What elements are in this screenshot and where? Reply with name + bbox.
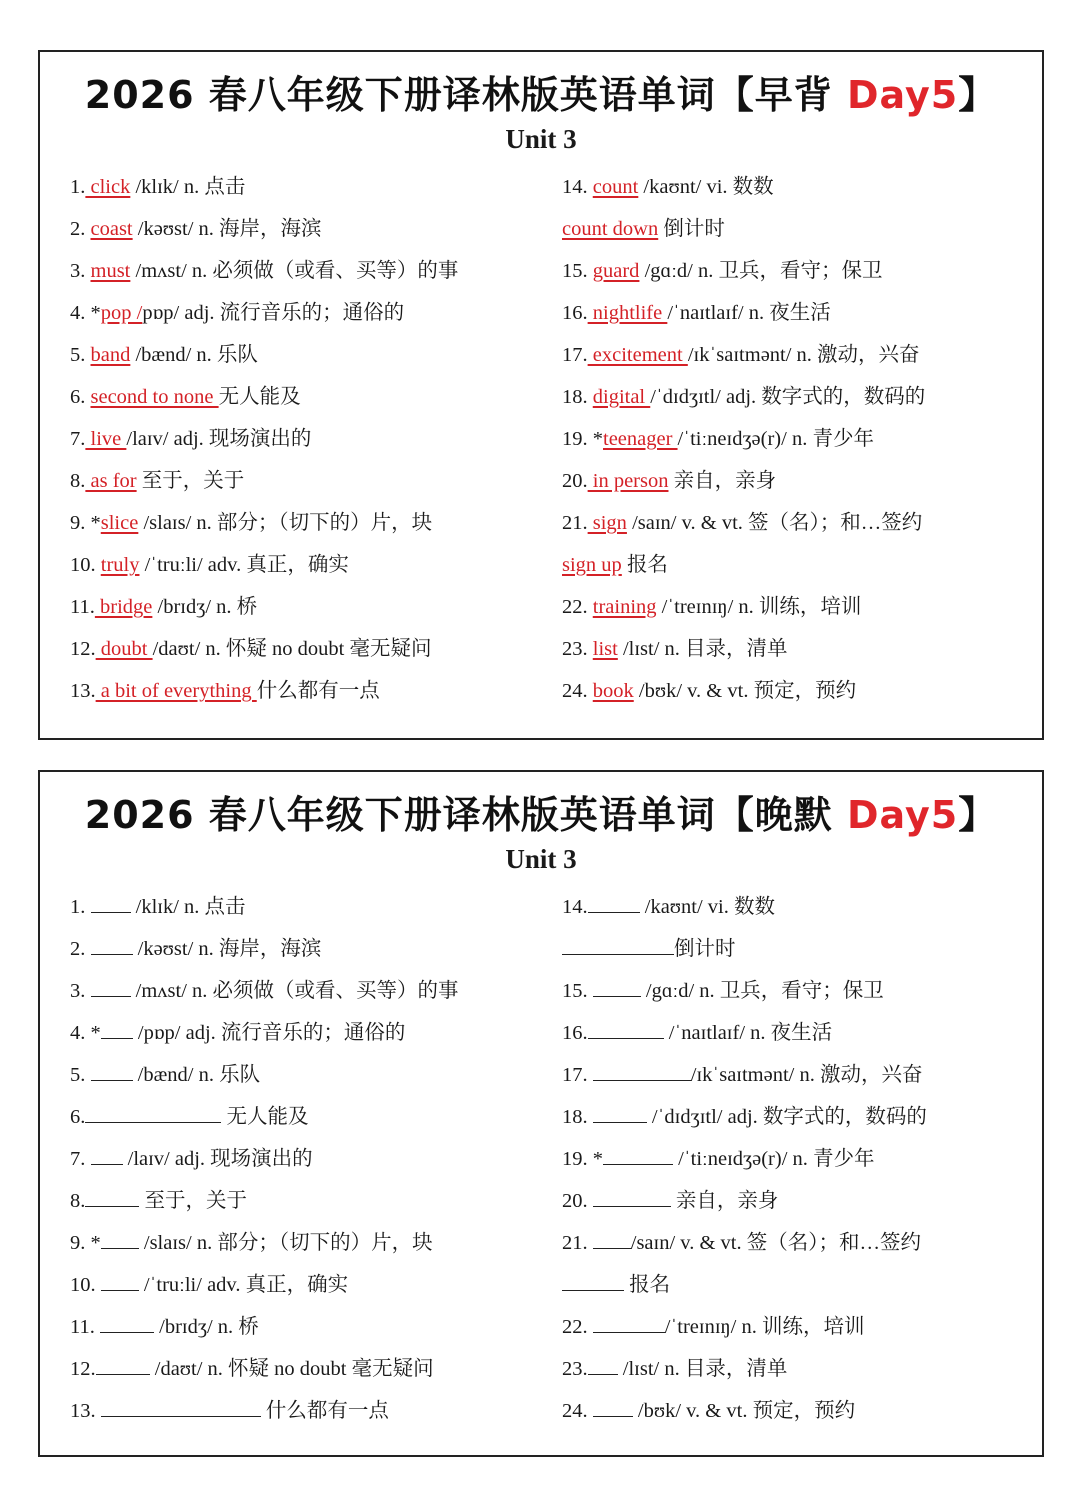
entry-number: 22. (562, 1316, 593, 1338)
answer-blank[interactable] (91, 892, 131, 913)
entry-definition: /kaʊnt/ vi. 数数 (639, 896, 776, 918)
vocab-entry (562, 382, 1032, 424)
day-label: Day5 (846, 793, 959, 837)
vocab-entry (70, 508, 550, 550)
vocab-entry (562, 214, 1032, 256)
dictation-entry (562, 1228, 1032, 1270)
vocab-entry (562, 424, 1032, 466)
vocab-entry (562, 340, 1032, 382)
entry-definition: /ˈtreɪnɪŋ/ n. 训练，培训 (664, 1316, 865, 1338)
morning-vocab-panel (38, 50, 1044, 740)
evening-dictation-panel (38, 770, 1044, 1457)
unit-heading: Unit 3 (505, 844, 577, 874)
entry-definition: /kəʊst/ n. 海岸，海滨 (132, 938, 322, 960)
answer-blank[interactable] (85, 1186, 139, 1207)
entry-number: 10. (70, 554, 101, 576)
dictation-entry (562, 1144, 1032, 1186)
answer-blank[interactable] (593, 1228, 631, 1249)
entry-number: 4. * (70, 302, 101, 324)
entry-definition: /laɪv/ adj. 现场演出的 (122, 1148, 313, 1170)
entry-definition: /gɑːd/ n. 卫兵，看守；保卫 (639, 260, 883, 282)
entry-definition: /mʌst/ n. 必须做（或看、买等）的事 (130, 260, 459, 282)
answer-blank[interactable] (101, 1396, 261, 1417)
entry-definition: /bænd/ n. 乐队 (130, 344, 258, 366)
entry-definition: 亲自，亲身 (668, 470, 777, 492)
dictation-entry (70, 1018, 550, 1060)
dictation-entry (562, 1312, 1032, 1354)
dictation-entry (562, 1186, 1032, 1228)
entry-word: truly (100, 554, 140, 576)
answer-blank[interactable] (593, 1186, 671, 1207)
entry-number: 6. (70, 386, 91, 408)
entry-definition: /ˈnaɪtlaɪf/ n. 夜生活 (663, 1022, 833, 1044)
vocab-entry (562, 508, 1032, 550)
entry-definition: /klɪk/ n. 点击 (130, 896, 246, 918)
entry-number: 19. * (562, 1148, 603, 1170)
vocab-entry (562, 172, 1032, 214)
dictation-entry (70, 1396, 550, 1438)
vocab-entry (562, 298, 1032, 340)
entry-number: 10. (70, 1274, 101, 1296)
dictation-entry (70, 1312, 550, 1354)
vocab-entry (562, 676, 1032, 718)
answer-blank[interactable] (593, 976, 641, 997)
dictation-entry (562, 1018, 1032, 1060)
answer-blank[interactable] (91, 1144, 123, 1165)
vocab-entry (562, 634, 1032, 676)
entry-number: 17. (562, 1064, 593, 1086)
entry-number: 14. (562, 176, 593, 198)
entry-definition: /ɪkˈsaɪtmənt/ n. 激动，兴奋 (687, 344, 920, 366)
entry-number: 12. (70, 638, 96, 660)
evening-right-column (562, 892, 1032, 1438)
entry-number: 3. (70, 980, 91, 1002)
entry-number: 20. (562, 470, 588, 492)
entry-definition: /bʊk/ v. & vt. 预定，预约 (633, 680, 857, 702)
entry-number: 8. (70, 1190, 86, 1212)
entry-number: 18. (562, 386, 593, 408)
entry-definition: 报名 (621, 554, 668, 576)
dictation-entry (562, 1354, 1032, 1396)
entry-number: 18. (562, 1106, 593, 1128)
entry-definition: 什么都有一点 (256, 680, 380, 702)
answer-blank[interactable] (101, 1018, 133, 1039)
entry-definition: /brɪdʒ/ n. 桥 (154, 1316, 259, 1338)
entry-definition: /slaɪs/ n. 部分；（切下的）片，块 (138, 1232, 433, 1254)
entry-number: 16. (562, 1022, 588, 1044)
entry-word: live (85, 428, 127, 450)
entry-number: 1. (70, 896, 91, 918)
entry-definition: 报名 (624, 1274, 671, 1296)
entry-word: must (90, 260, 131, 282)
entry-number: 21. (562, 1232, 593, 1254)
answer-blank[interactable] (603, 1144, 673, 1165)
entry-definition: /ˈtruːli/ adv. 真正，确实 (139, 554, 349, 576)
entry-word: training (592, 596, 657, 618)
entry-definition: /klɪk/ n. 点击 (130, 176, 246, 198)
vocab-entry (70, 592, 550, 634)
answer-blank[interactable] (101, 1270, 139, 1291)
answer-blank[interactable] (588, 892, 640, 913)
dictation-entry (70, 934, 550, 976)
entry-number: 9. * (70, 1232, 101, 1254)
entry-word: guard (592, 260, 640, 282)
dictation-entry (70, 1102, 550, 1144)
entry-definition: 无人能及 (218, 386, 301, 408)
entry-word: count down (562, 218, 659, 240)
answer-blank[interactable] (91, 934, 133, 955)
entry-definition: 亲自，亲身 (670, 1190, 779, 1212)
entry-word: coast (90, 218, 133, 240)
vocab-entry (70, 550, 550, 592)
dictation-entry (70, 976, 550, 1018)
entry-definition: 无人能及 (221, 1106, 309, 1128)
answer-blank[interactable] (91, 1060, 133, 1081)
vocab-entry (562, 256, 1032, 298)
dictation-entry (70, 1144, 550, 1186)
entry-definition: 倒计时 (658, 218, 725, 240)
entry-definition: /lɪst/ n. 目录，清单 (617, 1358, 788, 1380)
entry-number: 19. * (562, 428, 603, 450)
entry-definition: /ˈdɪdʒɪtl/ adj. 数字式的，数码的 (650, 386, 926, 408)
dictation-entry (562, 1060, 1032, 1102)
entry-word: a bit of everything (95, 680, 257, 702)
vocab-entry (70, 382, 550, 424)
vocab-entry (562, 592, 1032, 634)
entry-number: 23. (562, 1358, 588, 1380)
dictation-entry (70, 1270, 550, 1312)
entry-word: excitement (587, 344, 688, 366)
entry-number: 22. (562, 596, 593, 618)
entry-definition: /slaɪs/ n. 部分；（切下的）片，块 (138, 512, 433, 534)
entry-word: slice (100, 512, 139, 534)
entry-number: 7. (70, 428, 86, 450)
dictation-entry (562, 892, 1032, 934)
entry-word: nightlife (587, 302, 668, 324)
entry-word: list (592, 638, 618, 660)
entry-word: book (592, 680, 634, 702)
answer-blank[interactable] (85, 1102, 221, 1123)
answer-blank[interactable] (593, 1396, 633, 1417)
entry-definition: pɒp/ adj. 流行音乐的；通俗的 (142, 302, 405, 324)
entry-word: in person (587, 470, 669, 492)
evening-left-column (70, 892, 550, 1438)
vocab-entry (70, 214, 550, 256)
entry-word: as for (85, 470, 137, 492)
entry-definition: /laɪv/ adj. 现场演出的 (126, 428, 312, 450)
evening-title: 2026 春八年级下册译林版英语单词【晚默 Day5】 (84, 793, 998, 837)
dictation-entry (562, 1396, 1032, 1438)
entry-number: 20. (562, 1190, 593, 1212)
entry-word: count (592, 176, 639, 198)
entry-definition: /ˈtiːneɪdʒə(r)/ n. 青少年 (677, 428, 874, 450)
vocab-entry (70, 634, 550, 676)
entry-definition: /kəʊst/ n. 海岸，海滨 (132, 218, 322, 240)
entry-definition: /bʊk/ v. & vt. 预定，预约 (632, 1400, 856, 1422)
dictation-entry (562, 934, 1032, 976)
entry-number: 11. (70, 596, 95, 618)
morning-title: 2026 春八年级下册译林版英语单词【早背 Day5】 (84, 73, 998, 117)
entry-word: pop / (100, 302, 143, 324)
entry-definition: /gɑːd/ n. 卫兵，看守；保卫 (640, 980, 884, 1002)
vocab-entry (70, 298, 550, 340)
answer-blank[interactable] (593, 1312, 665, 1333)
entry-word: doubt (95, 638, 153, 660)
entry-number: 24. (562, 680, 593, 702)
entry-number: 2. (70, 938, 91, 960)
entry-number: 13. (70, 1400, 101, 1422)
answer-blank[interactable] (588, 1354, 618, 1375)
dictation-entry (562, 1270, 1032, 1312)
dictation-entry (70, 1060, 550, 1102)
entry-definition: /lɪst/ n. 目录，清单 (617, 638, 788, 660)
entry-number: 14. (562, 896, 588, 918)
entry-definition: /mʌst/ n. 必须做（或看、买等）的事 (130, 980, 459, 1002)
entry-number: 5. (70, 1064, 91, 1086)
answer-blank[interactable] (562, 1270, 624, 1291)
answer-blank[interactable] (100, 1312, 154, 1333)
entry-number: 21. (562, 512, 588, 534)
entry-number: 13. (70, 680, 96, 702)
entry-word: band (90, 344, 131, 366)
answer-blank[interactable] (101, 1228, 139, 1249)
entry-definition: /ˈtiːneɪdʒə(r)/ n. 青少年 (673, 1148, 875, 1170)
entry-number: 2. (70, 218, 91, 240)
vocab-entry (70, 424, 550, 466)
entry-word: digital (592, 386, 651, 408)
entry-definition: 至于，关于 (136, 470, 245, 492)
answer-blank[interactable] (96, 1354, 150, 1375)
entry-definition: /bænd/ n. 乐队 (132, 1064, 261, 1086)
answer-blank[interactable] (562, 934, 674, 955)
answer-blank[interactable] (593, 1060, 691, 1081)
entry-number: 11. (70, 1316, 100, 1338)
entry-definition: /kaʊnt/ vi. 数数 (638, 176, 774, 198)
entry-definition: /daʊt/ n. 怀疑 no doubt 毫无疑问 (149, 1358, 434, 1380)
entry-definition: /saɪn/ v. & vt. 签（名）；和…签约 (630, 1232, 921, 1254)
vocab-entry (70, 256, 550, 298)
entry-number: 3. (70, 260, 91, 282)
entry-number: 7. (70, 1148, 91, 1170)
entry-definition: /ˈnaɪtlaɪf/ n. 夜生活 (667, 302, 831, 324)
morning-left-column (70, 172, 550, 718)
entry-number: 16. (562, 302, 588, 324)
dictation-entry (70, 1186, 550, 1228)
answer-blank[interactable] (91, 976, 131, 997)
answer-blank[interactable] (593, 1102, 647, 1123)
vocab-entry (70, 676, 550, 718)
vocab-entry (562, 466, 1032, 508)
entry-definition: /pɒp/ adj. 流行音乐的；通俗的 (132, 1022, 406, 1044)
entry-number: 23. (562, 638, 593, 660)
dictation-entry (70, 1354, 550, 1396)
morning-right-column (562, 172, 1032, 718)
entry-number: 4. * (70, 1022, 101, 1044)
entry-number: 24. (562, 1400, 593, 1422)
entry-definition: 倒计时 (674, 938, 736, 960)
entry-word: click (85, 176, 131, 198)
entry-number: 1. (70, 176, 86, 198)
entry-definition: /daʊt/ n. 怀疑 no doubt 毫无疑问 (152, 638, 432, 660)
unit-heading: Unit 3 (505, 124, 577, 154)
entry-definition: /saɪn/ v. & vt. 签（名）；和…签约 (626, 512, 923, 534)
entry-number: 12. (70, 1358, 96, 1380)
entry-definition: /brɪdʒ/ n. 桥 (152, 596, 258, 618)
vocab-entry (70, 340, 550, 382)
entry-definition: 至于，关于 (139, 1190, 247, 1212)
dictation-entry (562, 1102, 1032, 1144)
entry-number: 8. (70, 470, 86, 492)
dictation-entry (562, 976, 1032, 1018)
vocab-entry (70, 172, 550, 214)
dictation-entry (70, 892, 550, 934)
day-label: Day5 (846, 73, 959, 117)
entry-number: 17. (562, 344, 588, 366)
entry-number: 15. (562, 260, 593, 282)
answer-blank[interactable] (588, 1018, 664, 1039)
entry-word: teenager (603, 428, 678, 450)
vocab-entry (70, 466, 550, 508)
entry-word: sign up (562, 554, 622, 576)
entry-definition: /ˈdɪdʒɪtl/ adj. 数字式的，数码的 (646, 1106, 927, 1128)
entry-word: sign (587, 512, 627, 534)
entry-number: 9. * (70, 512, 101, 534)
entry-definition: 什么都有一点 (260, 1400, 389, 1422)
entry-number: 5. (70, 344, 91, 366)
entry-number: 6. (70, 1106, 86, 1128)
entry-word: second to none (90, 386, 219, 408)
vocab-entry (562, 550, 1032, 592)
entry-definition: /ɪkˈsaɪtmənt/ n. 激动，兴奋 (690, 1064, 923, 1086)
entry-definition: /ˈtruːli/ adv. 真正，确实 (138, 1274, 349, 1296)
entry-definition: /ˈtreɪnɪŋ/ n. 训练，培训 (656, 596, 862, 618)
entry-word: bridge (94, 596, 153, 618)
dictation-entry (70, 1228, 550, 1270)
entry-number: 15. (562, 980, 593, 1002)
